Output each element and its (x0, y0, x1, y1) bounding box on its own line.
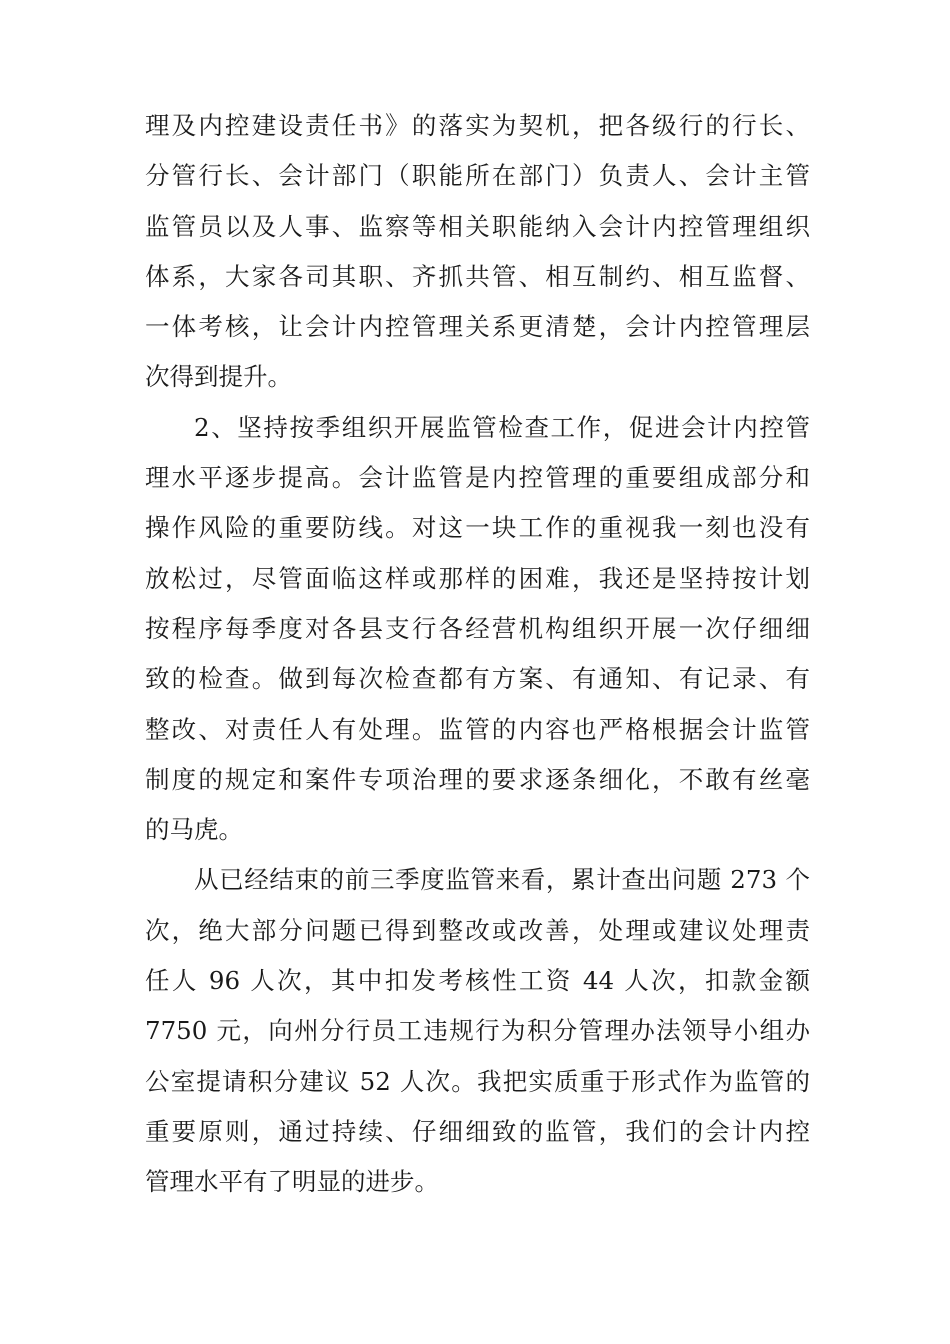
text-line: 致的检查。做到每次检查都有方案、有通知、有记录、有 (145, 664, 810, 694)
paragraph (145, 855, 810, 1207)
text-line: 制度的规定和案件专项治理的要求逐条细化，不敢有丝毫 (145, 764, 810, 794)
paragraph (145, 403, 810, 856)
text-line: 重要原则，通过持续、仔细细致的监管，我们的会计内控 (145, 1116, 810, 1146)
text-line: 一体考核，让会计内控管理关系更清楚，会计内控管理层 (145, 312, 810, 342)
text-line: 管理水平有了明显的进步。 (145, 1167, 439, 1197)
document-body (145, 101, 810, 1208)
text-line: 的马虎。 (145, 815, 243, 845)
text-line: 按程序每季度对各县支行各经营机构组织开展一次仔细细 (145, 613, 810, 643)
text-line: 体系，大家各司其职、齐抓共管、相互制约、相互监督、 (145, 261, 810, 291)
text-line: 放松过，尽管面临这样或那样的困难，我还是坚持按计划 (145, 563, 810, 593)
text-line: 理水平逐步提高。会计监管是内控管理的重要组成部分和 (145, 463, 810, 493)
text-line: 理及内控建设责任书》的落实为契机，把各级行的行长、 (145, 111, 810, 140)
text-line: 2、坚持按季组织开展监管检查工作，促进会计内控管 (194, 412, 810, 442)
text-line: 从已经结束的前三季度监管来看，累计查出问题 273 个 (194, 865, 810, 895)
text-line: 监管员以及人事、监察等相关职能纳入会计内控管理组织 (145, 211, 810, 241)
paragraph (145, 101, 810, 403)
text-line: 整改、对责任人有处理。监管的内容也严格根据会计监管 (145, 714, 810, 744)
text-line: 操作风险的重要防线。对这一块工作的重视我一刻也没有 (145, 513, 810, 543)
text-line: 次得到提升。 (145, 362, 292, 392)
text-line: 公室提请积分建议 52 人次。我把实质重于形式作为监管的 (145, 1066, 810, 1096)
text-line: 分管行长、会计部门（职能所在部门）负责人、会计主管 (145, 161, 810, 191)
text-line: 任人 96 人次，其中扣发考核性工资 44 人次，扣款金额 (145, 966, 810, 996)
text-line: 7750 元，向州分行员工违规行为积分管理办法领导小组办 (145, 1016, 810, 1046)
text-line: 次，绝大部分问题已得到整改或改善，处理或建议处理责 (145, 915, 810, 945)
